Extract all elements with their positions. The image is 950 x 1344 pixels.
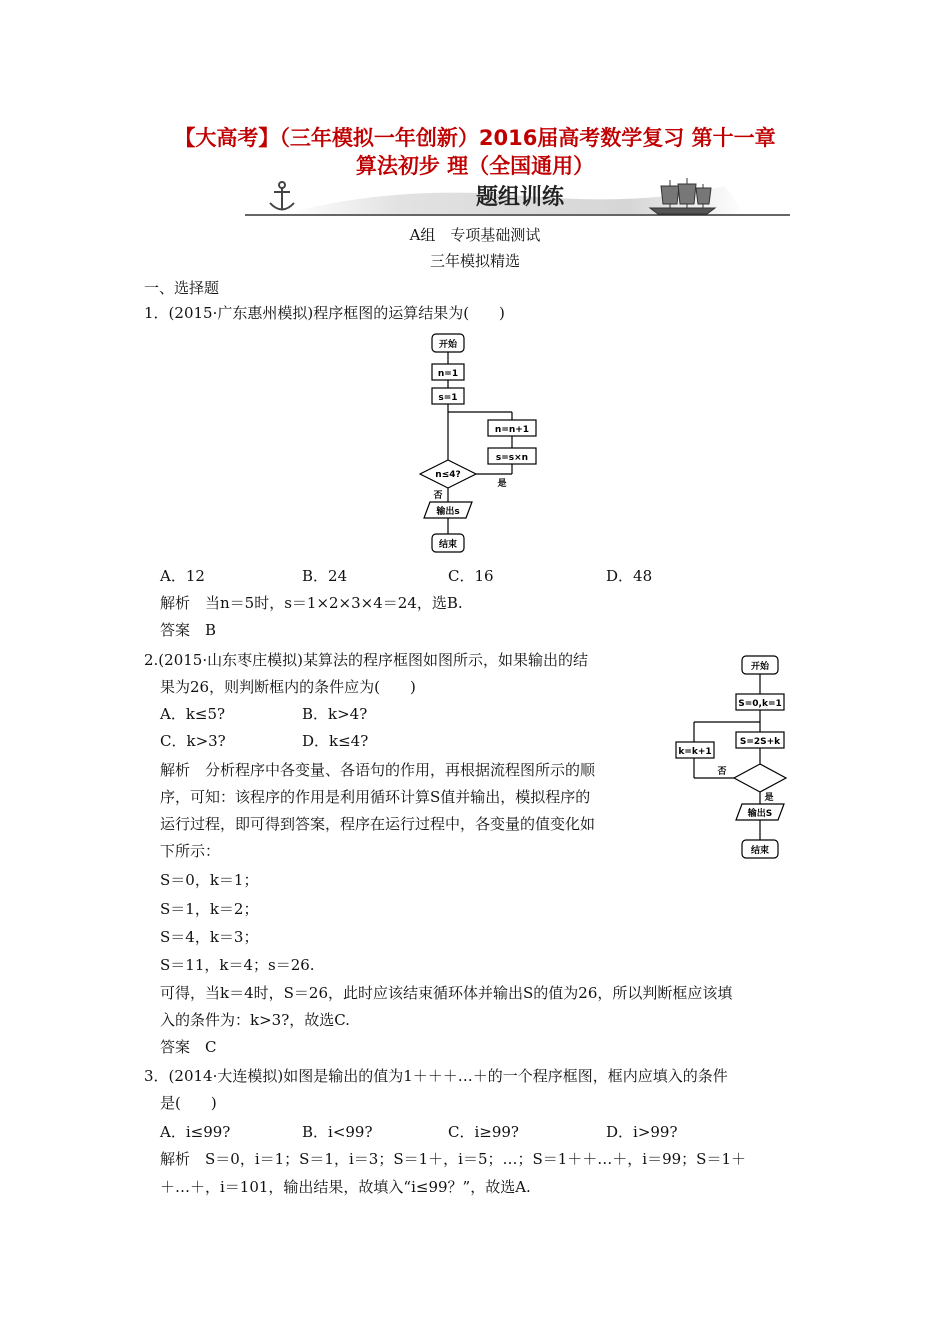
q2-analysis-line6: S＝1，k＝2； [160, 900, 259, 918]
q2-flowchart [670, 652, 795, 864]
q1-analysis: 解析 当n＝5时，s＝1×2×3×4＝24，选B. [160, 594, 463, 612]
q3-option-c: C．i≥99? [448, 1123, 519, 1141]
q2-stem-line1: 2.(2015·山东枣庄模拟)某算法的程序框图如图所示，如果输出的结 [144, 651, 588, 669]
q2-option-a: A．k≤5? [160, 705, 226, 723]
svg-text:输出s: 输出s [436, 507, 460, 517]
svg-text:k=k+1: k=k+1 [678, 747, 712, 757]
banner-image [245, 176, 790, 216]
banner-text: 题组训练 [475, 185, 565, 210]
q2-analysis-line9: 可得，当k＝4时，S＝26，此时应该结束循环体并输出S的值为26，所以判断框应该填 [160, 984, 733, 1002]
svg-text:否: 否 [433, 491, 443, 501]
q2-option-d: D．k≤4? [302, 732, 369, 750]
q2-analysis-line5: S＝0，k＝1； [160, 871, 259, 889]
svg-text:s=1: s=1 [438, 393, 458, 403]
svg-text:开始: 开始 [750, 662, 770, 672]
svg-text:是: 是 [764, 793, 774, 803]
q2-flow-condition [734, 764, 786, 792]
q3-analysis-line1: 解析 S＝0，i＝1；S＝1，i＝3；S＝1＋，i＝5；…；S＝1＋＋…＋，i＝99；S＝1＋ [160, 1150, 747, 1168]
svg-text:开始: 开始 [438, 340, 458, 350]
q2-answer: 答案 C [160, 1038, 217, 1056]
document-title-line1: 【大高考】（三年模拟一年创新）2016届高考数学复习 第十一章 [174, 126, 776, 150]
q2-analysis-line10: 入的条件为：k>3?，故选C. [160, 1011, 350, 1029]
svg-text:n≤4?: n≤4? [435, 470, 461, 480]
svg-text:是: 是 [497, 479, 507, 489]
q2-stem-line2: 果为26，则判断框内的条件应为( ) [160, 678, 416, 696]
svg-text:否: 否 [717, 767, 727, 777]
q3-option-d: D．i>99? [606, 1123, 678, 1141]
q2-analysis-line7: S＝4，k＝3； [160, 928, 259, 946]
section-group: A组 专项基础测试 [409, 226, 541, 244]
q3-stem-line1: 3．(2014·大连模拟)如图是输出的值为1＋＋＋…＋的一个程序框图，框内应填入的条件 [144, 1067, 728, 1085]
svg-text:n=1: n=1 [437, 369, 459, 379]
q3-option-a: A．i≤99? [160, 1123, 231, 1141]
q3-analysis-line2: ＋…＋，i＝101，输出结果，故填入“i≤99？”，故选A. [160, 1178, 531, 1196]
q1-option-d: D．48 [606, 567, 653, 585]
section-type: 一、选择题 [144, 279, 220, 297]
svg-text:S=0,k=1: S=0,k=1 [738, 699, 782, 709]
q1-option-a: A．12 [160, 567, 205, 585]
q1-answer: 答案 B [160, 621, 217, 639]
document-title-line2: 算法初步 理（全国通用） [355, 154, 595, 178]
q1-option-b: B．24 [302, 567, 348, 585]
q1-flowchart [410, 330, 550, 560]
q2-analysis-line3: 运行过程，即可得到答案，程序在运行过程中，各变量的值变化如 [160, 815, 596, 833]
svg-text:输出S: 输出S [747, 809, 773, 819]
anchor-icon [270, 182, 294, 210]
section-subgroup: 三年模拟精选 [429, 252, 520, 270]
q1-option-c: C．16 [448, 567, 494, 585]
sailing-ship-icon [650, 178, 715, 214]
q2-analysis-line2: 序，可知：该程序的作用是利用循环计算S值并输出，模拟程序的 [160, 788, 591, 806]
q2-analysis-line8: S＝11，k＝4；s＝26. [160, 956, 315, 974]
svg-text:结束: 结束 [438, 540, 458, 550]
q2-analysis-line4: 下所示： [160, 842, 221, 860]
q2-analysis-line1: 解析 分析程序中各变量、各语句的作用，再根据流程图所示的顺 [160, 761, 596, 779]
q2-option-b: B．k>4? [302, 705, 368, 723]
q2-option-c: C．k>3? [160, 732, 226, 750]
svg-text:s=s×n: s=s×n [495, 453, 529, 463]
q3-option-b: B．i<99? [302, 1123, 373, 1141]
svg-text:结束: 结束 [750, 846, 770, 856]
q1-stem: 1．(2015·广东惠州模拟)程序框图的运算结果为( ) [144, 304, 505, 322]
svg-text:n=n+1: n=n+1 [494, 425, 530, 435]
svg-text:S=2S+k: S=2S+k [739, 737, 781, 747]
q3-stem-line2: 是( ) [160, 1094, 217, 1112]
